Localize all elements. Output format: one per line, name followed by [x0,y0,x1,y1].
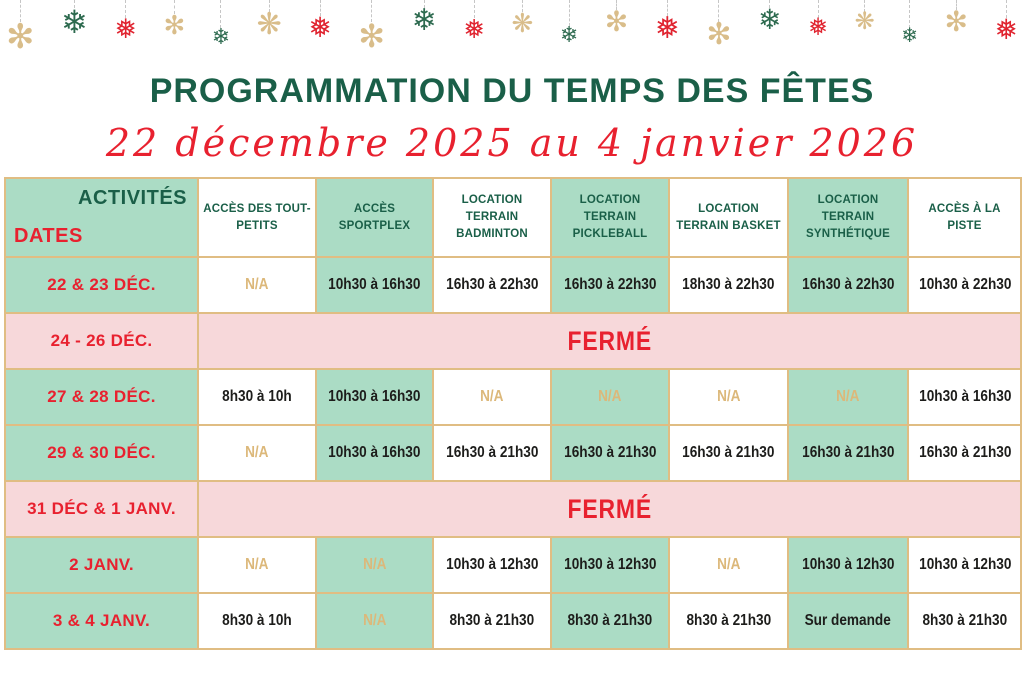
time-cell: 18h30 à 22h30 [669,257,788,313]
column-header-pickleball: LOCATION TERRAIN PICKLEBALL [551,178,669,257]
snowflake-icon: ✻ [706,0,731,50]
time-cell: 10h30 à 16h30 [316,257,433,313]
time-cell: N/A [198,425,316,481]
date-range-subtitle: 22 décembre 2025 au 4 janvier 2026 [105,121,919,165]
date-cell: 27 & 28 DÉC. [5,369,198,425]
time-cell: 8h30 à 21h30 [669,593,788,649]
time-cell: N/A [433,369,551,425]
time-cell: 10h30 à 16h30 [316,425,433,481]
snowflake-icon: ❅ [655,0,680,44]
snowflake-icon: ❅ [308,0,331,42]
time-cell: 16h30 à 22h30 [433,257,551,313]
time-cell: 10h30 à 12h30 [551,537,669,593]
snowflake-icon: ❋ [257,0,282,40]
garland [0,0,1024,66]
time-cell: N/A [198,537,316,593]
schedule-row-27-28-dec [5,369,1021,425]
closed-row-24-26-dec [5,313,1021,369]
time-cell: N/A [788,369,908,425]
time-cell: 10h30 à 22h30 [908,257,1021,313]
time-cell: N/A [551,369,669,425]
time-cell: 10h30 à 16h30 [908,369,1021,425]
column-header-tout-petits: ACCÈS DES TOUT-PETITS [198,178,316,257]
snowflake-icon: ✻ [358,0,385,52]
time-cell: 10h30 à 12h30 [788,537,908,593]
column-header-synthetique: LOCATION TERRAIN SYNTHÉTIQUE [788,178,908,257]
header-row [5,178,1021,257]
column-header-badminton: LOCATION TERRAIN BADMINTON [433,178,551,257]
date-cell: 31 DÉC & 1 JANV. [5,481,198,537]
snowflake-icon: ✻ [605,0,628,36]
time-cell: N/A [316,593,433,649]
page-title: PROGRAMMATION DU TEMPS DES FÊTES [149,72,875,110]
schedule-row-22-23-dec [5,257,1021,313]
column-header-piste: ACCÈS À LA PISTE [908,178,1021,257]
time-cell: N/A [198,257,316,313]
snowflake-icon: ❅ [808,0,828,40]
snowflake-icon: ❄ [61,0,88,38]
closed-row-31-dec-1-janv [5,481,1021,537]
time-cell: 10h30 à 16h30 [316,369,433,425]
time-cell: 16h30 à 21h30 [908,425,1021,481]
time-cell: 16h30 à 22h30 [788,257,908,313]
time-cell: 8h30 à 21h30 [551,593,669,649]
time-cell: N/A [316,537,433,593]
snowflake-icon: ✻ [944,0,967,36]
time-cell: 16h30 à 21h30 [433,425,551,481]
closed-cell: FERMÉ [198,313,1021,369]
column-header-basket: LOCATION TERRAIN BASKET [669,178,788,257]
snowflake-icon: ❄ [758,0,781,34]
corner-cell [5,178,198,257]
time-cell: Sur demande [788,593,908,649]
time-cell: 16h30 à 21h30 [669,425,788,481]
schedule-table [4,177,1022,650]
time-cell: 16h30 à 21h30 [788,425,908,481]
time-cell: N/A [669,369,788,425]
time-cell: 10h30 à 12h30 [908,537,1021,593]
time-cell: 10h30 à 12h30 [433,537,551,593]
snowflake-icon: ❅ [463,0,485,42]
snowflake-icon: ✻ [163,0,185,38]
time-cell: 16h30 à 22h30 [551,257,669,313]
date-cell: 29 & 30 DÉC. [5,425,198,481]
dates-label: DATES [14,225,83,247]
time-cell: 8h30 à 21h30 [908,593,1021,649]
time-cell: 8h30 à 10h [198,369,316,425]
schedule-row-3-4-janv [5,593,1021,649]
snowflake-icon: ❄ [212,0,230,48]
snowflake-icon: ❋ [512,0,534,36]
activities-label: ACTIVITÉS [78,187,187,209]
date-cell: 22 & 23 DÉC. [5,257,198,313]
snowflake-icon: ❄ [901,0,918,46]
closed-cell: FERMÉ [198,481,1021,537]
snowflake-icon: ❋ [855,0,875,34]
snowflake-icon: ❅ [114,0,137,43]
schedule-row-29-30-dec [5,425,1021,481]
time-cell: 16h30 à 21h30 [551,425,669,481]
snowflake-icon: ❅ [994,0,1017,44]
time-cell: 8h30 à 10h [198,593,316,649]
schedule-row-2-janv [5,537,1021,593]
time-cell: N/A [669,537,788,593]
snowflake-icon: ❄ [412,0,437,36]
date-cell: 24 - 26 DÉC. [5,313,198,369]
column-header-sportplex: ACCÈS SPORTPLEX [316,178,433,257]
snowflake-icon: ✻ [6,0,35,54]
date-cell: 2 JANV. [5,537,198,593]
time-cell: 8h30 à 21h30 [433,593,551,649]
date-cell: 3 & 4 JANV. [5,593,198,649]
snowflake-icon: ❄ [560,0,578,46]
